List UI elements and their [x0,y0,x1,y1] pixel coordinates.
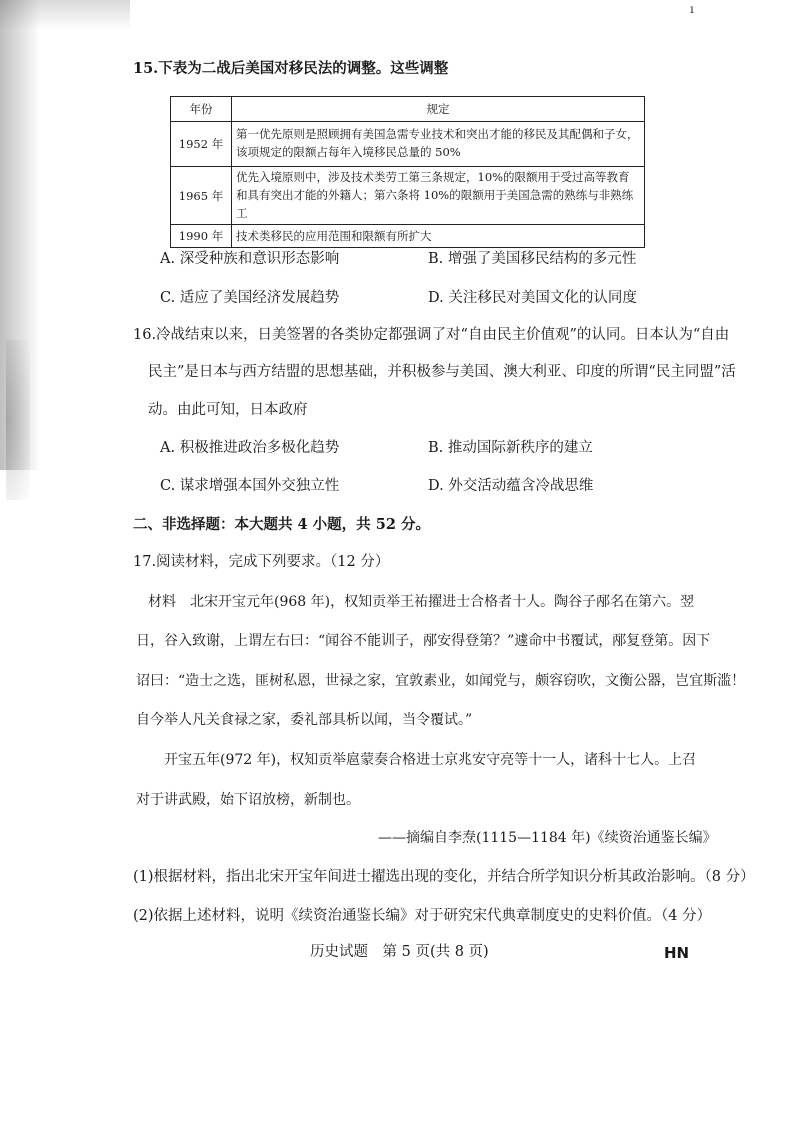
q17-sub1: (1)根据材料，指出北宋开宝年间进士擢选出现的变化，并结合所学知识分析其政治影响。（8 分） [133,869,755,885]
table-cell-year: 1952 年 [171,122,232,167]
q17-material-line5: 开宝五年(972 年)，权知贡举扈蒙奏合格进士京兆安守亮等十一人，诸科十七人。上召 [164,752,697,768]
q16-stem-line3: 动。由此可知，日本政府 [148,402,308,418]
q15-table [170,96,645,248]
q16-option-c: C. 谋求增强本国外交独立性 [160,478,340,494]
table-cell-year: 1990 年 [171,225,232,248]
q17-source: ——摘编自李焘(1115—1184 年)《续资治通鉴长编》 [378,830,717,846]
footer-page-number: 历史试题 第 5 页(共 8 页) [310,944,489,960]
q16-stem-line1: 16.冷战结束以来，日美签署的各类协定都强调了对“自由民主价值观”的认同。日本认为“自由 [133,327,730,343]
table-cell-rule: 技术类移民的应用范围和限额有所扩大 [232,225,645,248]
q17-material-line6: 对于讲武殿，始下诏放榜，新制也。 [136,792,360,808]
scan-top-shadow [0,0,130,30]
q15-option-c: C. 适应了美国经济发展趋势 [160,290,340,306]
q16-option-d: D. 外交活动蕴含冷战思维 [428,478,594,494]
table-header-year: 年份 [171,97,232,122]
q17-sub2: (2)依据上述材料，说明《续资治通鉴长编》对于研究宋代典章制度史的史料价值。（4 分） [133,908,712,924]
q16-stem-line2: 民主”是日本与西方结盟的思想基础，并积极参与美国、澳大利亚、印度的所谓“民主同盟”活 [148,364,736,380]
q17-material-line2: 日，谷入致谢，上谓左右曰：“闻谷不能训子，邴安得登第？”遽命中书覆试，邴复登第。因下 [136,633,711,649]
table-header-row [171,97,645,122]
q15-stem: 15.下表为二战后美国对移民法的调整。这些调整 [133,60,449,77]
scan-blot [6,340,30,500]
q17-stem: 17.阅读材料，完成下列要求。（12 分） [133,554,390,570]
q17-material-line3: 诏曰：“造士之选，匪树私恩，世禄之家，宜敦素业，如闻党与，颇容窃吹，文衡公器，岂宜斯滥！ [136,673,746,689]
scan-mark: ı [690,2,694,16]
footer-region-code: HN [664,944,690,962]
table-row [171,225,645,248]
q16-option-b: B. 推动国际新秩序的建立 [428,440,593,456]
table-row [171,167,645,225]
q15-option-b: B. 增强了美国移民结构的多元性 [428,251,637,267]
table-cell-rule: 优先入境原则中，涉及技术类劳工第三条规定，10%的限额用于受过高等教育和具有突出才能的外籍人；第六条将 10%的限额用于美国急需的熟练与非熟练工 [232,167,645,225]
table-header-rule: 规定 [232,97,645,122]
q17-material-line4: 自今举人凡关食禄之家，委礼部具析以闻，当令覆试。” [136,712,473,728]
table-row [171,122,645,167]
q17-material-line1: 材料 北宋开宝元年(968 年)，权知贡举王祐擢进士合格者十人。陶谷子邴名在第六。翌 [148,594,695,610]
section2-heading: 二、非选择题：本大题共 4 小题，共 52 分。 [133,516,430,533]
q15-option-d: D. 关注移民对美国文化的认同度 [428,290,637,306]
q16-option-a: A. 积极推进政治多极化趋势 [160,440,340,456]
table-cell-rule: 第一优先原则是照顾拥有美国急需专业技术和突出才能的移民及其配偶和子女，该项规定的限额占每年入境移民总量的 50% [232,122,645,167]
q15-option-a: A. 深受种族和意识形态影响 [160,251,340,267]
table-cell-year: 1965 年 [171,167,232,225]
